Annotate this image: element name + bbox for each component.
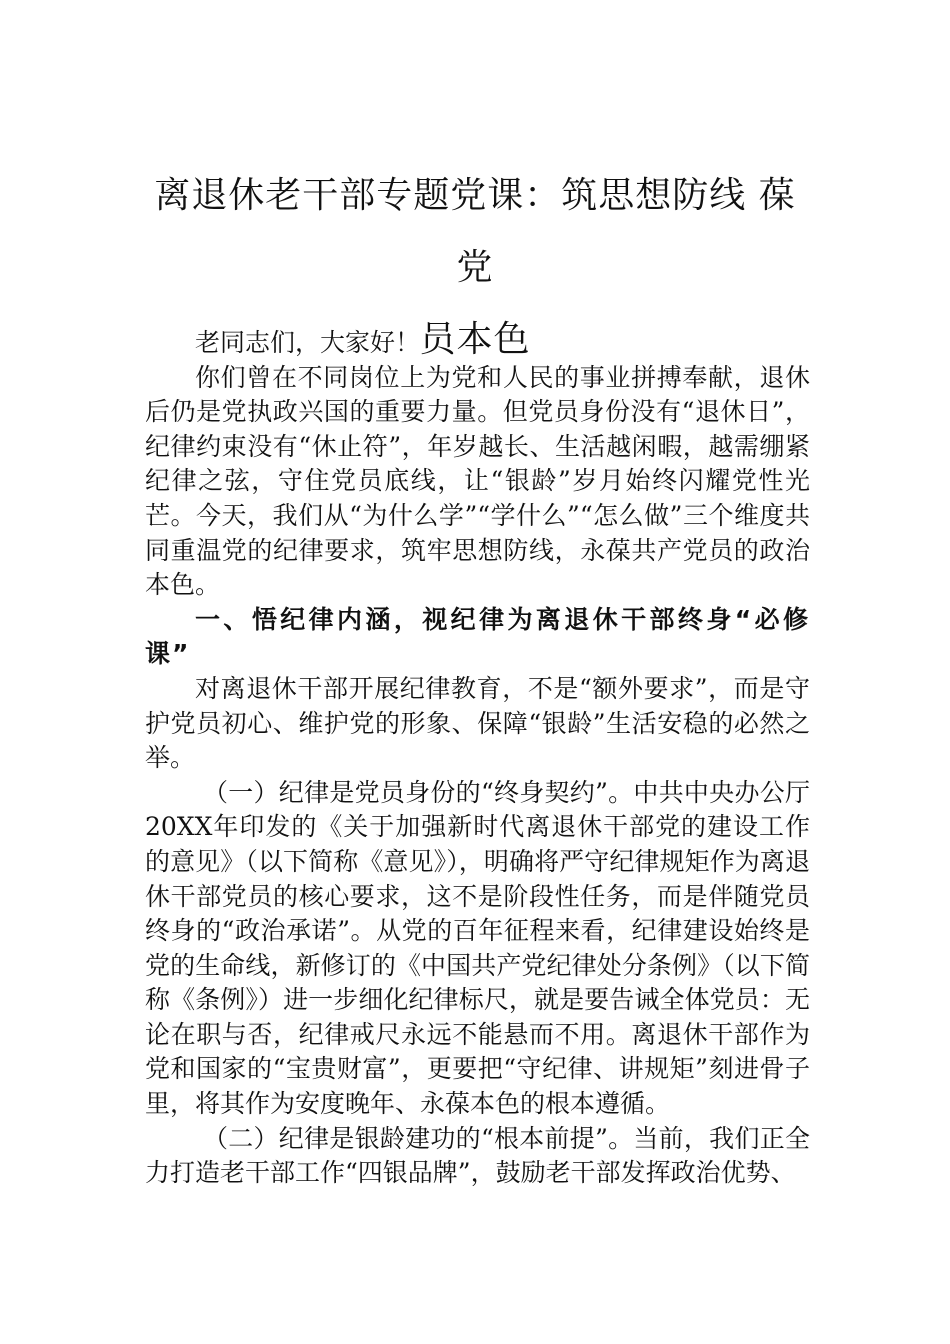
title-line-2: 员本色 [419,319,531,360]
section-heading: 一、悟纪律内涵，视纪律为离退休干部终身“必修课” [145,604,810,669]
subsection-two-paragraph: （二）纪律是银龄建功的“根本前提”。当前，我们正全力打造老干部工作“四银品牌”，鼓励老干部发挥政治优势、 [145,1123,810,1188]
subsection-one-paragraph: （一）纪律是党员身份的“终身契约”。中共中央办公厅20XX年印发的《关于加强新时代离退休干部党的建设工作的意见》（以下简称《意见》），明确将严守纪律规矩作为离退休干部党员的核心要求，这不是阶段性任务，而是伴随党员终身的“政治承诺”。从党的百年征程来看，纪律建设始终是党的生命线，新修订的《中国共产党纪律处分条例》（以下简称《条例》）进一步细化纪律标尺，就是要告诫全体党员：无论在职与否，纪律戒尺永远不能悬而不用。离退休干部作为党和国家的“宝贵财富”，更要把“守纪律、讲规矩”刻进骨子里，将其作为安度晚年、永葆本色的根本遵循。 [145,777,810,1119]
section-intro-paragraph: 对离退休干部开展纪律教育，不是“额外要求”，而是守护党员初心、维护党的形象、保障“银龄”生活安稳的必然之举。 [145,673,810,773]
document-body [145,326,810,1191]
intro-paragraph: 你们曾在不同岗位上为党和人民的事业拼搏奉献，退休后仍是党执政兴国的重要力量。但党员身份没有“退休日”，纪律约束没有“休止符”，年岁越长、生活越闲暇，越需绷紧纪律之弦，守住党员底线，让“银龄”岁月始终闪耀党性光芒。今天，我们从“为什么学”“学什么”“怎么做”三个维度共同重温党的纪律要求，筑牢思想防线，永葆共产党员的政治本色。 [145,362,810,600]
greeting-paragraph: 老同志们，大家好！ [195,328,421,357]
title-line-1: 离退休老干部专题党课：筑思想防线 葆党 [154,175,796,288]
